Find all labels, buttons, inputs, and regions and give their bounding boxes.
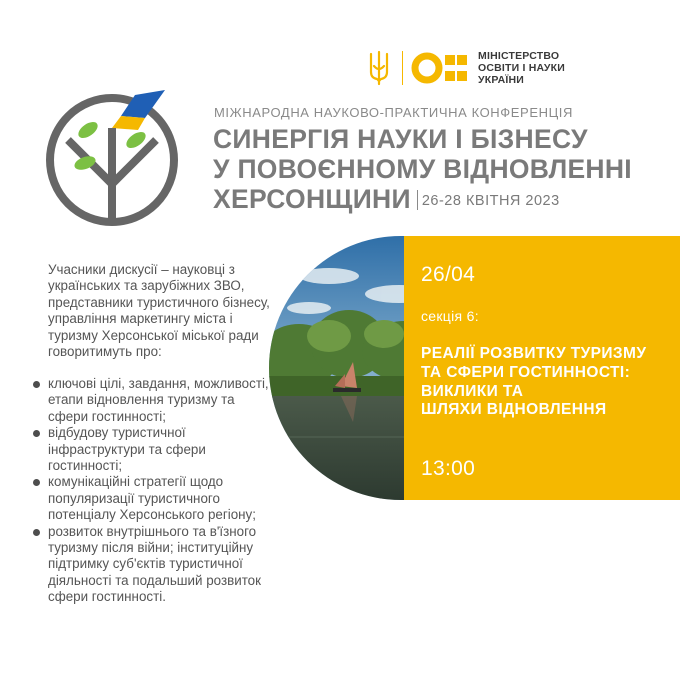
conference-title [213, 124, 632, 216]
ministry-line: ОСВІТИ І НАУКИ [478, 62, 566, 74]
ministry-line: МІНІСТЕРСТВО [478, 50, 560, 62]
conference-title-line: ХЕРСОНЩИНИ [213, 184, 411, 214]
session-title [421, 345, 646, 420]
title-divider [417, 190, 418, 210]
list-item-text: ключові цілі, завдання, можливості, етапи відновлення туризму та сфери гостинності; [48, 376, 269, 424]
ministry-header [368, 48, 565, 88]
list-item-text: комунікаційні стратегії щодо популяризації туристичного потенціалу Херсонського регіону; [48, 474, 256, 523]
ministry-logo-icon [411, 52, 469, 84]
conference-dates: 26-28 КВІТНЯ 2023 [421, 193, 560, 209]
ministry-line: УКРАЇНИ [478, 74, 525, 86]
topics-list [33, 376, 273, 606]
conference-title-row [213, 184, 632, 216]
ministry-divider [402, 51, 403, 85]
session-date: 26/04 [421, 263, 476, 286]
session-time: 13:00 [421, 457, 476, 480]
bullet-dot-icon [33, 381, 40, 388]
bullet-dot-icon [33, 430, 40, 437]
ukraine-trident-icon [368, 50, 390, 86]
list-item [33, 425, 273, 474]
conference-title-line: СИНЕРГІЯ НАУКИ І БІЗНЕСУ [213, 124, 588, 154]
session-title-line: ВИКЛИКИ ТА [421, 382, 524, 400]
session-panel [404, 236, 680, 500]
session-section: секція 6: [421, 308, 479, 324]
ministry-name [478, 50, 565, 86]
session-title-line: ШЛЯХИ ВІДНОВЛЕННЯ [421, 401, 607, 419]
list-item-text: розвиток внутрішнього та в'їзного туризму після війни; інституційну підтримку суб'єктів туристичної діяльності та подальший розвиток сфери гостинності. [48, 523, 261, 605]
conference-subtitle: МІЖНАРОДНА НАУКОВО-ПРАКТИЧНА КОНФЕРЕНЦІЯ [214, 105, 573, 120]
list-item [33, 524, 273, 606]
conference-title-line: У ПОВОЄННОМУ ВІДНОВЛЕННІ [213, 154, 632, 184]
list-item [33, 474, 273, 523]
intro-paragraph: Учасники дискусії – науковці з українських та зарубіжних ЗВО, представники туристичного бізнесу, управління маркетингу міста і туризму Херсонської міської ради говоритимуть про: [48, 262, 270, 360]
list-item [33, 376, 273, 425]
conference-emblem-icon [42, 88, 182, 228]
session-title-line: РЕАЛІЇ РОЗВИТКУ ТУРИЗМУ [421, 345, 647, 362]
bullet-dot-icon [33, 529, 40, 536]
bullet-dot-icon [33, 479, 40, 486]
list-item-text: відбудову туристичної інфраструктури та сфери гостинності; [48, 425, 206, 474]
session-title-line: ТА СФЕРИ ГОСТИННОСТІ: [421, 363, 631, 381]
